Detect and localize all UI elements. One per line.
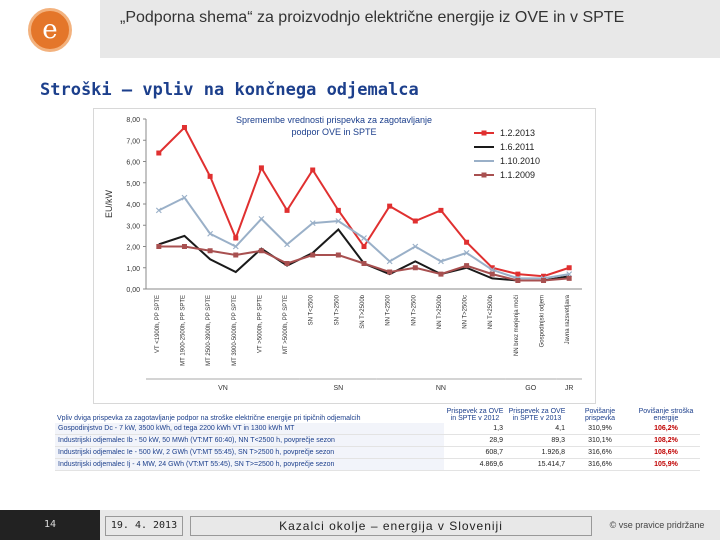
header-2013: Prispevek za OVE in SPTE v 2013 [508, 408, 566, 422]
data-point [285, 208, 290, 213]
data-point [567, 276, 572, 281]
value-cost: 108,2% [632, 435, 700, 447]
data-point [259, 165, 264, 170]
y-tick-label: 1,00 [126, 265, 140, 273]
y-axis-label: EU/kW [104, 190, 114, 218]
group-label: VN [218, 385, 228, 392]
y-tick-label: 3,00 [126, 223, 140, 231]
value-cost: 106,2% [632, 423, 700, 435]
value-2013: 89,3 [506, 435, 568, 447]
data-point [182, 125, 187, 130]
table-row [55, 435, 700, 447]
row-label: Industrijski odjemalec Ij - 4 MW, 24 GWh (VT:MT 55:45), SN T>=2500 h, povprečje sezon [55, 459, 444, 471]
x-tick-label: NN T>2500b [436, 295, 443, 330]
data-point [413, 265, 418, 270]
x-tick-label: NN brez merjenja moči [513, 295, 520, 357]
data-point [285, 242, 290, 247]
value-2012: 1,3 [444, 423, 506, 435]
footer-bar [0, 510, 720, 540]
data-point [515, 278, 520, 283]
data-point [490, 272, 495, 277]
value-increase: 310,1% [568, 435, 632, 447]
value-cost: 105,9% [632, 459, 700, 471]
row-label: Gospodinjstvo Dc - 7 kW, 3500 kWh, od tega 2200 kWh VT in 1300 kWh MT [55, 423, 444, 435]
data-point [464, 263, 469, 268]
data-point [310, 253, 315, 258]
data-point [259, 216, 264, 221]
x-tick-label: MT 2500-3900h, PP SPTE [206, 295, 213, 366]
x-tick-label: NN T>2500c [462, 295, 469, 329]
value-2012: 4.869,6 [444, 459, 506, 471]
data-point [156, 244, 161, 249]
x-tick-label: NN T<2500 [385, 295, 392, 326]
footer-date: 19. 4. 2013 [105, 516, 183, 536]
footer-copyright: © vse pravice pridržane [609, 520, 705, 530]
legend-label: 1.1.2009 [500, 170, 536, 180]
y-tick-label: 0,00 [126, 287, 140, 294]
legend-label: 1.10.2010 [500, 156, 541, 166]
table-header-row [55, 407, 700, 423]
data-point [387, 270, 392, 275]
x-tick-label: SN T>2500 [334, 295, 341, 326]
data-point [567, 265, 572, 270]
data-point [336, 208, 341, 213]
slide-subtitle: Stroški – vpliv na končnega odjemalca [40, 80, 419, 100]
group-label: JR [564, 385, 574, 392]
legend-label: 1.6.2011 [500, 142, 535, 152]
data-point [336, 253, 341, 258]
y-tick-label: 5,00 [126, 180, 140, 188]
data-point [438, 272, 443, 277]
value-2012: 28,9 [444, 435, 506, 447]
data-point [285, 261, 290, 266]
x-tick-label: MT >5000h, PP SPTE [283, 295, 290, 354]
x-tick-label: MT 1900-2500h, PP SPTE [180, 295, 187, 366]
value-2013: 4,1 [506, 423, 568, 435]
data-point [233, 236, 238, 241]
y-tick-label: 6,00 [126, 159, 140, 167]
x-tick-label: VT >5000h, PP SPTE [257, 295, 264, 353]
x-tick-label: Javna razsvetljava [565, 295, 572, 345]
y-tick-label: 2,00 [126, 244, 140, 252]
logo-letter: e [42, 15, 58, 45]
chart-container [93, 108, 596, 404]
chart-title: Spremembe vrednosti prispevka za zagotavljanje [235, 115, 433, 125]
data-point [208, 248, 213, 253]
value-cost: 108,6% [632, 447, 700, 459]
page-number: 14 [0, 510, 100, 540]
footer-title: Kazalci okolje – energija v Sloveniji [190, 516, 592, 536]
table-row [55, 459, 700, 471]
data-point [208, 174, 213, 179]
data-point [387, 204, 392, 209]
legend-marker [482, 173, 487, 178]
data-point [464, 240, 469, 245]
value-increase: 316,6% [568, 459, 632, 471]
data-point [362, 244, 367, 249]
line-chart [94, 109, 595, 403]
legend-marker [482, 131, 487, 136]
data-point [259, 248, 264, 253]
impact-table [55, 407, 700, 501]
row-label: Industrijski odjemalec Ie - 500 kW, 2 GWh (VT:MT 55:45), SN T>2500 h, povprečje sezon [55, 447, 444, 459]
header-increase: Povišanje prispevka [584, 408, 616, 422]
y-tick-label: 7,00 [126, 138, 140, 146]
header-cost: Povišanje stroška energije [638, 408, 694, 422]
legend-label: 1.2.2013 [500, 128, 536, 138]
x-tick-label: SN T<2500 [308, 295, 315, 326]
data-point [156, 151, 161, 156]
value-increase: 316,6% [568, 447, 632, 459]
data-point [541, 278, 546, 283]
x-tick-label: NN T<2500b [488, 295, 495, 330]
data-point [310, 168, 315, 173]
logo-icon [28, 8, 72, 52]
group-label: GO [525, 385, 537, 392]
group-label: SN [333, 385, 344, 392]
data-point [182, 244, 187, 249]
data-point [438, 208, 443, 213]
slide-title: „Podporna shema“ za proizvodnjo električne energije iz OVE in v SPTE [120, 9, 625, 26]
value-2013: 15.414,7 [506, 459, 568, 471]
header-bar [100, 0, 720, 58]
value-2013: 1.926,8 [506, 447, 568, 459]
x-tick-label: MT 3900-5000h, PP SPTE [231, 295, 238, 366]
value-2012: 608,7 [444, 447, 506, 459]
row-label: Industrijski odjemalec Ib - 50 kW, 50 MWh (VT:MT 60:40), NN T<2500 h, povprečje sezon [55, 435, 444, 447]
table-caption: Vpliv dviga prispevka za zagotavljanje podpor na stroške električne energije pri tipičnih odjemalcih [57, 415, 361, 422]
x-tick-label: SN T>2500b [360, 295, 366, 329]
data-point [362, 261, 367, 266]
table-row [55, 447, 700, 459]
x-tick-label: Gospodinjski odjem [539, 295, 546, 348]
value-increase: 310,9% [568, 423, 632, 435]
x-tick-label: NN T>2500 [411, 295, 418, 326]
x-tick-label: VT <1900h, PP SPTE [154, 295, 161, 353]
chart-title-line2: podpor OVE in SPTE [291, 127, 377, 137]
data-point [233, 253, 238, 258]
table-row [55, 423, 700, 435]
header-2012: Prispevek za OVE in SPTE v 2012 [446, 408, 504, 422]
y-tick-label: 8,00 [126, 117, 140, 124]
y-tick-label: 4,00 [126, 202, 140, 209]
data-point [413, 219, 418, 224]
group-label: NN [435, 385, 447, 392]
